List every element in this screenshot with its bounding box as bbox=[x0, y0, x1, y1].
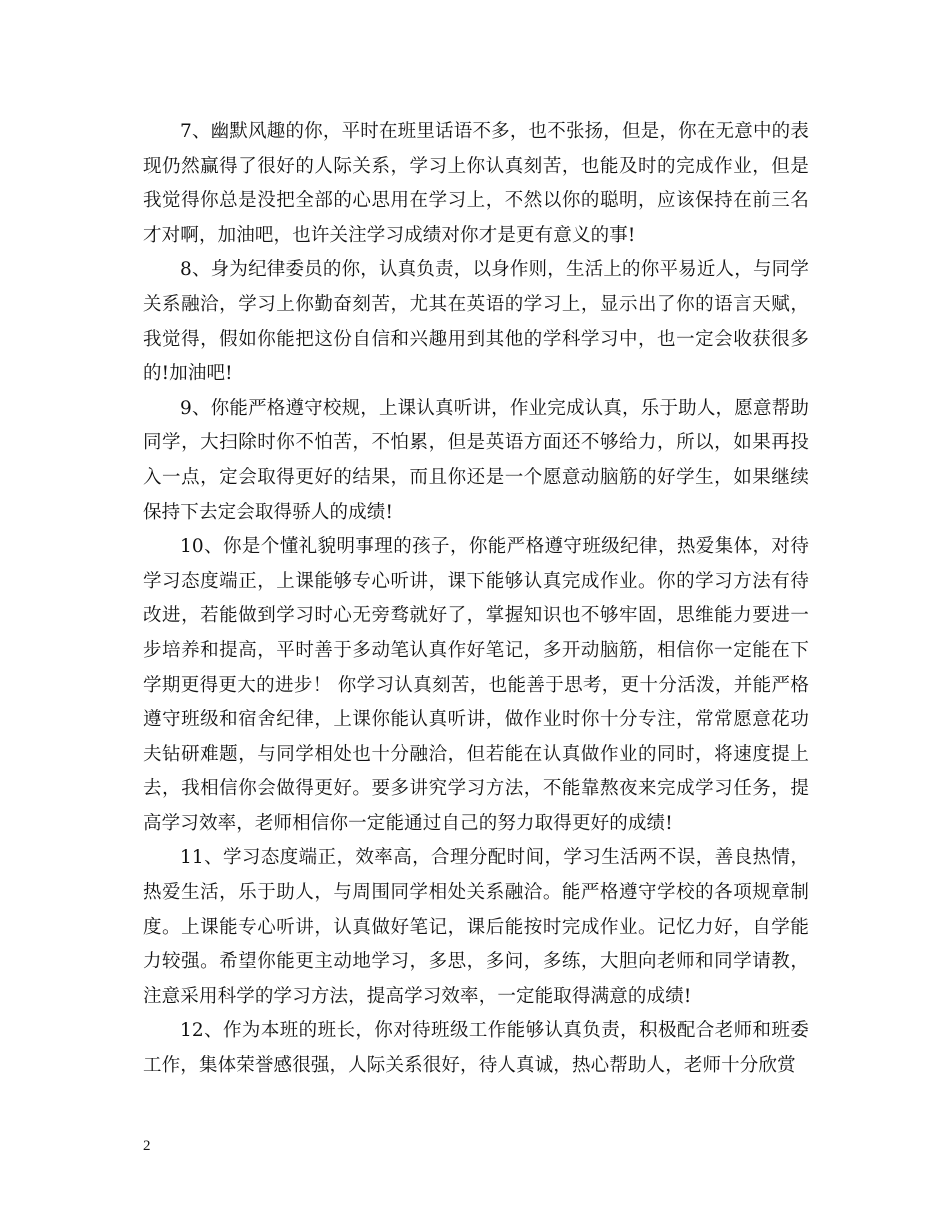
paragraph-11: 11、学习态度端正，效率高，合理分配时间，学习生活两不误，善良热情，热爱生活，乐于助人，与周围同学相处关系融洽。能严格遵守学校的各项规章制度。上课能专心听讲，认真做好笔记，课后能按时完成作业。记忆力好，自学能力较强。希望你能更主动地学习，多思，多问，多练，大胆向老师和同学请教，注意采用科学的学习方法，提高学习效率，一定能取得满意的成绩! bbox=[143, 847, 809, 1007]
page-number: 2 bbox=[143, 1138, 151, 1154]
paragraph-12: 12、作为本班的班长，你对待班级工作能够认真负责，积极配合老师和班委工作，集体荣誉感很强，人际关系很好，待人真诚，热心帮助人，老师十分欣赏 bbox=[143, 1020, 809, 1077]
document-body bbox=[143, 115, 809, 1084]
paragraph-7: 7、幽默风趣的你，平时在班里话语不多，也不张扬，但是，你在无意中的表现仍然赢得了很好的人际关系，学习上你认真刻苦，也能及时的完成作业，但是我觉得你总是没把全部的心思用在学习上，不然以你的聪明，应该保持在前三名才对啊，加油吧，也许关注学习成绩对你才是更有意义的事! bbox=[143, 121, 809, 246]
paragraph-8: 8、身为纪律委员的你，认真负责，以身作则，生活上的你平易近人，与同学关系融洽，学习上你勤奋刻苦，尤其在英语的学习上，显示出了你的语言天赋，我觉得，假如你能把这份自信和兴趣用到其他的学科学习中，也一定会收获很多的!加油吧! bbox=[143, 259, 809, 385]
paragraph-9: 9、你能严格遵守校规，上课认真听讲，作业完成认真，乐于助人，愿意帮助同学，大扫除时你不怕苦，不怕累，但是英语方面还不够给力，所以，如果再投入一点，定会取得更好的结果，而且你还是一个愿意动脑筋的好学生，如果继续保持下去定会取得骄人的成绩! bbox=[143, 397, 809, 523]
paragraph-10: 10、你是个懂礼貌明事理的孩子，你能严格遵守班级纪律，热爱集体，对待学习态度端正，上课能够专心听讲，课下能够认真完成作业。你的学习方法有待改进，若能做到学习时心无旁骛就好了，掌握知识也不够牢固，思维能力要进一步培养和提高，平时善于多动笔认真作好笔记，多开动脑筋，相信你一定能在下学期更得更大的进步！ 你学习认真刻苦，也能善于思考，更十分活泼，并能严格遵守班级和宿舍纪律，上课你能认真听讲，做作业时你十分专注，常常愿意花功夫钻研难题，与同学相处也十分融洽，但若能在认真做作业的同时，将速度提上去，我相信你会做得更好。要多讲究学习方法，不能靠熬夜来完成学习任务，提高学习效率，老师相信你一定能通过自己的努力取得更好的成绩! bbox=[143, 536, 809, 834]
